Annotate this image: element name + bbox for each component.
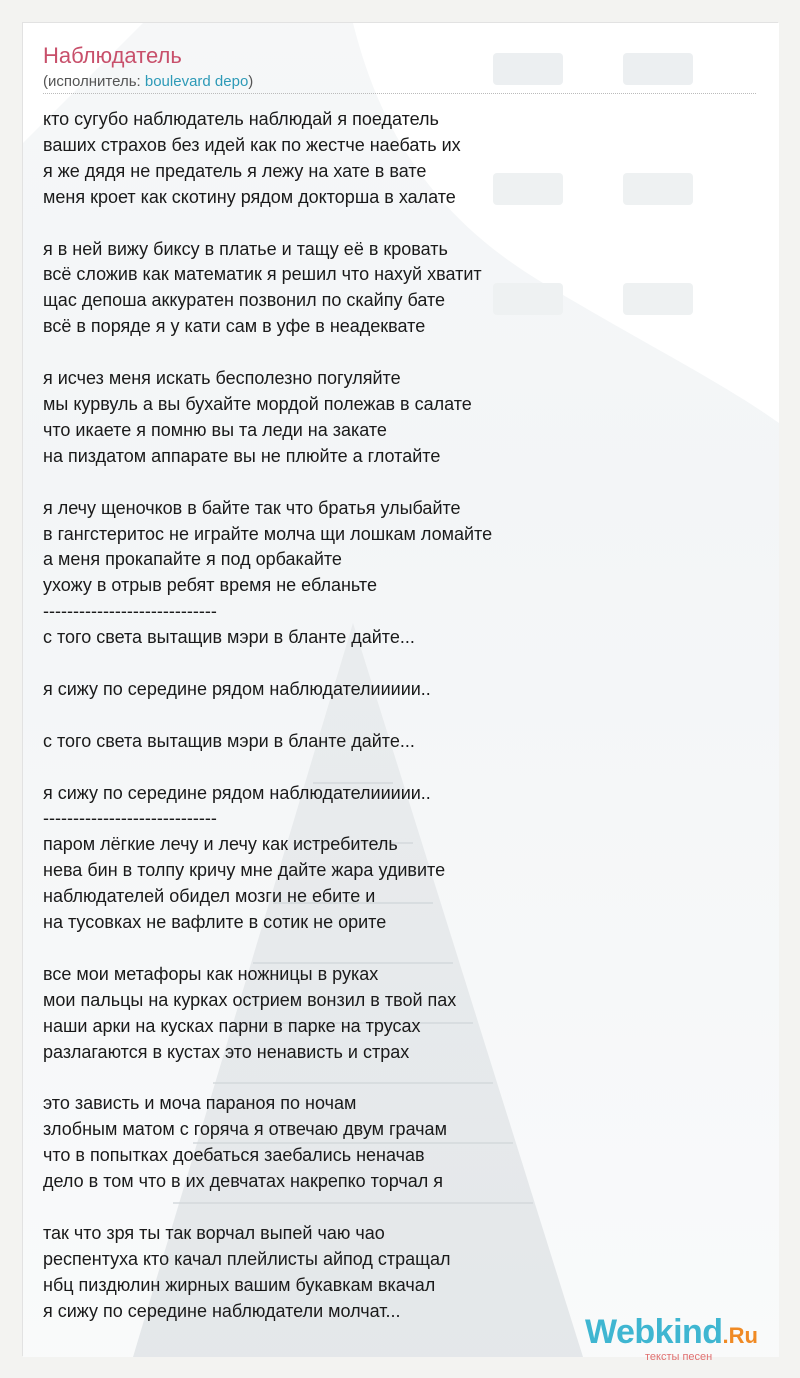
title-divider [43,93,756,94]
artist-link[interactable]: boulevard depo [144,73,249,90]
logo-brand: Webkind [585,1313,723,1351]
logo-tagline: тексты песен [645,1351,713,1363]
artist-suffix: ) [248,73,254,90]
lyrics-card [22,22,778,1363]
webkind-logo[interactable] [585,1313,758,1363]
song-title: Наблюдатель [43,43,182,68]
lyrics-text: кто сугубо наблюдатель наблюдай я поедатель ваших страхов без идей как по жестче наебать их я же дядя не предатель я лежу на хате в вате меня кроет как скотину рядом докторша в халате я в ней вижу биксу в платье и тащу её в кровать всё сложив как математик я решил что нахуй хватит щас депоша аккуратен позвонил по скайпу бате всё в поряде я у кати сам в уфе в неадеквате я исчез меня искать бесполезно погуляйте мы курвуль а вы бухайте мордой полежав в салате что икаете я помню вы та леди на закате на пиздатом аппарате вы не плюйте а глотайте я лечу щеночков в байте так что братья улыбайте в гангстеритос не играйте молча щи лошкам ломайте а меня прокапайте я под орбакайте ухожу в отрыв ребят время не ебланьте ----------------------------- с того света вытащив мэри в бланте дайте... я сижу по середине рядом наблюдателиииии.. с того света вытащив мэри в бланте дайте... я сижу по середине рядом наблюдателиииии.. ----------------------------- паром лёгкие лечу и лечу как истребитель нева бин в толпу кричу мне дайте жара удивите наблюдателей обидел мозги не ебите и на тусовках не вафлите в сотик не орите все мои метафоры как ножницы в руках мои пальцы на курках острием вонзил в твой пах наши арки на кусках парни в парке на трусах разлагаются в кустах это ненависть и страх это зависть и моча параноя по ночам злобным матом с горяча я отвечаю двум грачам что в попытках доебаться заебались неначав дело в том что в их девчатах накрепко торчал я так что зря ты так ворчал выпей чаю чао респентуха кто качал плейлисты айпод стращал нбц пиздюлин жирных вашим букавкам вкачал я сижу по середине наблюдатели молчат... [43,109,493,1321]
artist-prefix: (исполнитель: [43,73,145,90]
artist-line [43,73,253,90]
logo-tld: .Ru [722,1323,758,1348]
